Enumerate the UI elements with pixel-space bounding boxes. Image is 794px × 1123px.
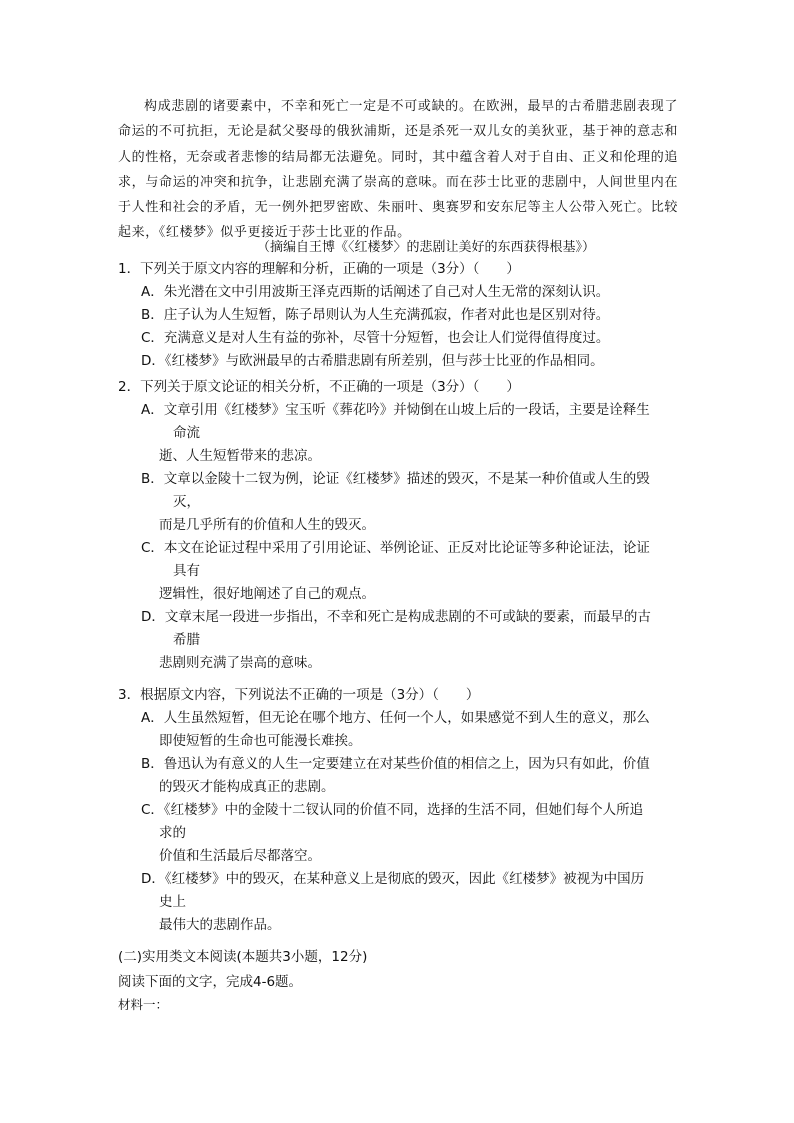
question-1	[118, 258, 683, 373]
option-c[interactable]: C．本文在论证过程中采用了引用论证、举例论证、正反对比论证等多种论证法，论证 具有 逻辑性，很好地阐述了自己的观点。	[141, 540, 650, 602]
material-label: 材料一：	[118, 997, 169, 1012]
question-3	[118, 684, 683, 937]
passage-paragraph: 构成悲剧的诸要素中，不幸和死亡一定是不可或缺的。在欧洲，最早的古希腊悲剧表现了命运的不可抗拒，无论是弑父娶母的俄狄浦斯，还是杀死一双儿女的美狄亚，基于神的意志和人的性格，无奈或者悲惨的结局都无法避免。同时，其中蕴含着人对于自由、正义和伦理的追求，与命运的冲突和抗争，让悲剧充满了崇高的意味。而在莎士比亚的悲剧中，人间世里内在于人性和社会的矛盾，无一例外把罗密欧、朱丽叶、奥赛罗和安东尼等主人公带入死亡。比较起来，《红楼梦》似乎更接近于莎士比亚的作品。	[118, 99, 678, 241]
passage-source: （摘编自王博《〈红楼梦〉的悲剧让美好的东西获得根基》）	[257, 240, 596, 255]
option-d[interactable]: D．《红楼梦》与欧洲最早的古希腊悲剧有所差别，但与莎士比亚的作品相同。	[141, 353, 604, 369]
option-a[interactable]: A．人生虽然短暂，但无论在哪个地方、任何一个人，如果感觉不到人生的意义，那么 即使短暂的生命也可能漫长难挨。	[141, 710, 650, 749]
option-d[interactable]: D．《红楼梦》中的毁灭，在某种意义上是彻底的毁灭，因此《红楼梦》被视为中国历 史上 最伟大的悲剧作品。	[141, 871, 645, 933]
section-title: (二)实用类文本阅读(本题共3小题，12分)	[118, 949, 368, 965]
option-b[interactable]: B．文章以金陵十二钗为例，论证《红楼梦》描述的毁灭，不是某一种价值或人生的毁 灭， 而是几乎所有的价值和人生的毁灭。	[141, 471, 650, 533]
option-c[interactable]: C．《红楼梦》中的金陵十二钗认同的价值不同，选择的生活不同，但她们每个人所追 求的 价值和生活最后尽都落空。	[141, 802, 644, 864]
question-stem: 1．下列关于原文内容的理解和分析，正确的一项是（3分）（ ）	[118, 261, 520, 277]
option-a[interactable]: A．文章引用《红楼梦》宝玉听《葬花吟》并恸倒在山坡上后的一段话，主要是诠释生 命流 逝、人生短暂带来的悲凉。	[141, 402, 650, 464]
option-c[interactable]: C．充满意义是对人生有益的弥补，尽管十分短暂，也会让人们觉得值得度过。	[141, 330, 610, 346]
question-2	[118, 376, 683, 675]
option-b[interactable]: B．鲁迅认为有意义的人生一定要建立在对某些价值的相信之上，因为只有如此，价值 的毁灭才能构成真正的悲剧。	[141, 756, 650, 795]
instruction-text: 阅读下面的文字，完成4-6题。	[118, 974, 303, 990]
option-d[interactable]: D．文章末尾一段进一步指出，不幸和死亡是构成悲剧的不可或缺的要素，而最早的古 希腊 悲剧则充满了崇高的意味。	[141, 609, 651, 671]
option-a[interactable]: A．朱光潜在文中引用波斯王泽克西斯的话阐述了自己对人生无常的深刻认识。	[141, 284, 610, 300]
option-b[interactable]: B．庄子认为人生短暂，陈子昂则认为人生充满孤寂，作者对此也是区别对待。	[141, 307, 610, 323]
question-stem: 2．下列关于原文论证的相关分析，不正确的一项是（3分）（ ）	[118, 379, 520, 395]
question-stem: 3．根据原文内容，下列说法不正确的一项是（3分）（ ）	[118, 687, 480, 703]
